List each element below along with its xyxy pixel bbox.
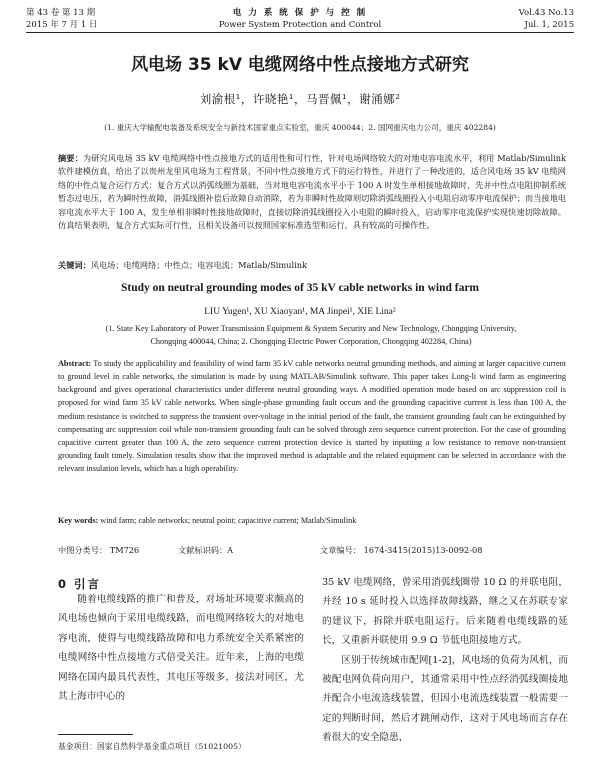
running-header (26, 6, 574, 33)
body-paragraph: 35 kV 电缆网络，曾采用消弧线圈带 10 Ω 的并联电阻，并经 10 s 延时投入以选择故障线路，继之又在苏联专家的建议下，拆除并联电阻运行。后来随着电缆线路的延长，又重新并联使用 9.9 Ω 节低电阻接地方式。 (322, 577, 568, 647)
authors-en: LIU Yugen¹, XU Xiaoyan¹, MA Jinpei¹, XIE Lina² (204, 307, 396, 317)
header-right (519, 7, 574, 31)
authors-cn: 刘渝根¹，许晓艳¹，马晋佩¹，谢涌娜² (199, 92, 401, 106)
body-column-left: 随着电缆线路的推广和普及，对场址环境要求颇高的风电场也倾向于采用电缆线路，而电缆网络较大的对地电容电流，使得与电缆线路故障和电力系统安全关系紧密的电缆网络中性点接地方式倍受关注。近年来，上海的电缆网络在国内最具代表性，其电压等级多，接法对同区，尤其上海市中心的 (58, 594, 304, 703)
issue-date-en: Jul. 1, 2015 (524, 20, 574, 30)
footnote-funding: 基金项目：国家自然科学基金重点项目（51021005） (58, 742, 246, 751)
document-code: 文献标识码：A (178, 545, 234, 555)
keywords-cn-text: 风电场；电缆网络；中性点；电容电流；Matlab/Simulink (90, 260, 307, 270)
header-center (26, 7, 574, 31)
abstract-cn (58, 152, 566, 232)
abstract-en (58, 357, 566, 475)
paper-title-cn: 风电场 35 kV 电缆网络中性点接地方式研究 (131, 55, 469, 75)
keywords-en-text: wind farm; cable networks; neutral point; capacitive current; Matlab/Simulink (100, 516, 357, 525)
journal-name-en: Power System Protection and Control (218, 20, 382, 30)
volume-issue-en: Vol.43 No.13 (518, 8, 574, 18)
clc-number: 中图分类号： TM726 (58, 545, 140, 555)
keywords-cn (58, 260, 566, 271)
volume-issue: 第 43 卷 第 13 期 (26, 8, 96, 18)
keywords-cn-label: 关键词： (58, 260, 91, 270)
abstract-en-label: Abstract: (58, 359, 92, 368)
abstract-en-text: To study the applicability and feasibility of wind farm 35 kV cable networks neutral grounding methods, and aiming at larger capacitive current to ground level in cable networks, the simulation is made by using MATLAB/Simulink software. This paper takes Long-li wind farm as engineering background and gives operational characteristics under different neutral grounding ways. A modified operation mode based on arc suppression coil is proposed for wind farm 35 kV cable networks. When single-phase grounding fault occurs and the grounding capacitive current is less than 100 A, the medium resistance is switched to suppress the transient over-voltage in the initial period of the fault, the transient grounding fault can be extinguished by compensating arc suppression coil while non-transient grounding fault can be solved through zero sequence current protection. For the case of grounding capacitive current greater than 100 A, the zero sequence current protection device is started by inputting a low resistance to remove non-transient grounding fault timely. Simulation results show that the improved method is adaptable and the related equipment can be selected in accordance with the relevant insulation levels, which has a high operability. (58, 359, 566, 474)
abstract-cn-text: 为研究风电场 35 kV 电缆网络中性点接地方式的适用性和可行性，针对电场网络较大的对地电容电流水平，利用 Matlab/Simulink 软件建模仿真，给出了以贵州龙里风电场为工程背景，不同中性点接地方式下的运行特性，并进行了一种改进的，适合风电场 35 kV 电缆网络的中性点复合运行方式：复合方式以消弧线圈为基础，当对地电容电流水平小于 100 A 时发生单相接地故障时，先并中性点电阻抑制系统暂态过电压，若为瞬时性故障，消弧线圈补偿后故障自动消除，若为非瞬时性故障则切除消弧线圈投入小电阻启动零序电流保护；而当接地电容电流水平大于 100 A，发生单相非瞬时性接地故障时，直接切除消弧线圈投入小电阻的瞬时投入，启动零序电流保护实现快速切除故障。仿真结果表明，复合方式实际可行性，且相关设备可以按照国家标准选型和运行，具有较高的可操作性。 (58, 153, 566, 231)
body-column-right (322, 573, 568, 748)
affiliation-en: (1. State Key Laboratory of Power Transmission Equipment & System Security and New Technology, Chongqing University, Chongqing 400044, China; 2. Chongqing Electric Power Corporation, Chongqing 402284, China) (105, 324, 517, 347)
paper-title-en: Study on neutral grounding modes of 35 kV cable networks in wind farm (120, 282, 480, 294)
issue-date: 2015 年 7 月 1 日 (26, 20, 98, 30)
body-paragraph: 区别于传统城市配网[1-2]，风电场的负荷为风机，而被配电网负荷向用户，其通常采用中性点经消弧线圈接地并配合小电流选线装置，但因小电流选线装置一般需要一定的判断时间，然后才跳闸动作，这对于风电场而言存在着很大的安全隐患， (322, 654, 568, 744)
keywords-en (58, 516, 566, 525)
footnote-rule (58, 734, 133, 735)
article-number: 文章编号： 1674-3415(2015)13-0092-08 (320, 545, 483, 555)
journal-name-cn: 电 力 系 统 保 护 与 控 制 (232, 8, 368, 18)
abstract-cn-label: 摘要： (58, 153, 83, 163)
section-heading: 0 引言 (58, 577, 102, 591)
keywords-en-label: Key words: (58, 516, 99, 525)
affiliation-cn: (1. 重庆大学输配电装备及系统安全与新技术国家重点实验室，重庆 400044；2. 国网重庆电力公司，重庆 402284) (104, 123, 496, 132)
